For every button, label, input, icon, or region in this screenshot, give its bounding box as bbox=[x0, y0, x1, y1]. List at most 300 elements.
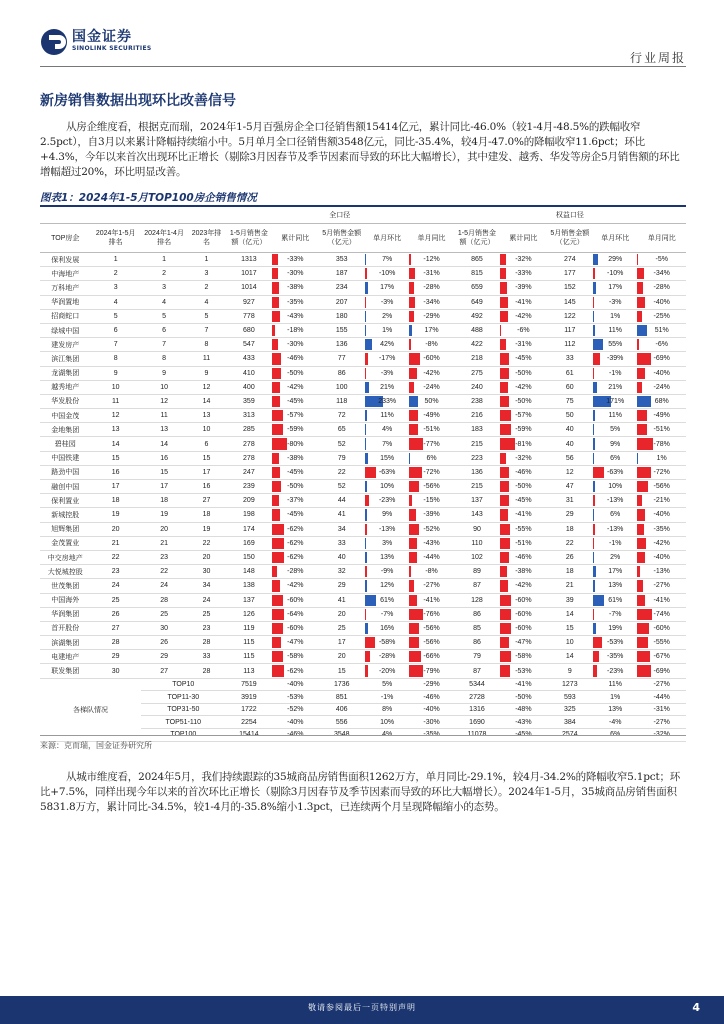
rank-2024-1-5: 18 bbox=[111, 497, 120, 505]
value-label: -41% bbox=[515, 511, 532, 519]
developer-name: 保利置业 bbox=[51, 497, 80, 505]
equity-monthly-yoy bbox=[637, 323, 686, 337]
value-bar bbox=[593, 467, 604, 478]
rank-2024-1-4: 11 bbox=[160, 412, 168, 420]
cumulative-yoy bbox=[272, 480, 318, 494]
monthly-yoy bbox=[409, 451, 453, 465]
tier-row bbox=[40, 678, 686, 691]
rank-2023: 22 bbox=[202, 539, 211, 547]
value-bar bbox=[365, 268, 367, 279]
value-label: -28% bbox=[378, 653, 396, 661]
value-bar bbox=[593, 297, 594, 308]
sales-amount: 138 bbox=[243, 582, 255, 590]
rank-2023: 4 bbox=[204, 298, 209, 306]
equity-monthly-yoy bbox=[637, 437, 686, 451]
value-bar bbox=[409, 297, 415, 308]
value-label: -45% bbox=[287, 511, 304, 519]
value-label: -8% bbox=[425, 568, 438, 576]
equity-sales-amount: 488 bbox=[471, 327, 483, 335]
developer-name: 滨江集团 bbox=[51, 355, 80, 363]
value-bar bbox=[500, 509, 508, 520]
equity-sales-amount: 87 bbox=[473, 667, 481, 675]
value-label: -1% bbox=[608, 369, 622, 377]
value-bar bbox=[593, 566, 596, 577]
value-bar bbox=[409, 368, 416, 379]
monthly-mom bbox=[365, 437, 409, 451]
value-label: -33% bbox=[287, 256, 304, 264]
value-label: -28% bbox=[287, 568, 304, 576]
equity-sales-amount: 215 bbox=[471, 483, 483, 491]
value-bar bbox=[593, 524, 595, 535]
may-sales: 44 bbox=[337, 497, 346, 505]
rank-2023: 20 bbox=[202, 554, 211, 562]
developer-name: 华发股份 bbox=[51, 398, 80, 406]
value-label: 171% bbox=[606, 397, 625, 405]
may-sales: 136 bbox=[335, 341, 348, 349]
rank-2024-1-4: 12 bbox=[160, 397, 169, 405]
value-bar bbox=[637, 438, 652, 449]
value-bar bbox=[593, 254, 598, 265]
equity-may-sales: 33 bbox=[565, 355, 574, 363]
value-label: -78% bbox=[653, 440, 670, 448]
monthly-yoy bbox=[409, 394, 453, 408]
equity-may-sales: 40 bbox=[565, 426, 574, 434]
value-bar bbox=[500, 467, 509, 478]
value-bar bbox=[409, 424, 418, 435]
value-label: -3% bbox=[380, 369, 394, 377]
column-header: 5月销售金额（亿元） bbox=[319, 224, 365, 253]
value-label: -40% bbox=[653, 298, 670, 306]
value-label: -62% bbox=[287, 554, 304, 562]
equity-monthly-mom bbox=[593, 522, 637, 536]
monthly-mom bbox=[365, 423, 409, 437]
value-label: -40% bbox=[653, 369, 670, 377]
cumulative-yoy bbox=[272, 593, 318, 607]
value-bar bbox=[637, 595, 645, 606]
may-sales: 20 bbox=[337, 610, 346, 618]
equity-monthly-yoy bbox=[637, 409, 686, 423]
monthly-mom bbox=[365, 621, 409, 635]
column-header: 单月环比 bbox=[593, 224, 637, 253]
equity-sales-amount: 865 bbox=[471, 256, 483, 264]
rank-2024-1-5: 2 bbox=[113, 270, 118, 278]
value-label: -35% bbox=[287, 298, 304, 306]
table-row bbox=[40, 565, 686, 579]
value-bar bbox=[409, 396, 418, 407]
monthly-mom bbox=[365, 394, 409, 408]
developer-name: 保利发展 bbox=[51, 256, 80, 264]
value-bar bbox=[365, 438, 366, 449]
equity-may-sales: 177 bbox=[563, 270, 576, 278]
may-sales: 353 bbox=[335, 256, 348, 264]
value-bar bbox=[500, 665, 510, 676]
value-label: -40% bbox=[653, 511, 670, 519]
value-bar bbox=[272, 538, 284, 549]
sales-amount: 1313 bbox=[241, 256, 257, 264]
column-header: 单月环比 bbox=[365, 224, 409, 253]
value-label: -10% bbox=[607, 270, 624, 278]
brand-name: 国金证券 bbox=[72, 29, 132, 45]
value-label: -39% bbox=[515, 284, 532, 292]
table-row bbox=[40, 323, 686, 337]
table-row bbox=[40, 593, 686, 607]
rank-2023: 27 bbox=[202, 497, 211, 505]
equity-monthly-yoy bbox=[637, 295, 686, 309]
equity-monthly-yoy bbox=[637, 253, 686, 267]
value-label: -10% bbox=[378, 270, 396, 278]
source-note: 来源：克而瑞，国金证券研究所 bbox=[40, 741, 152, 750]
equity-cumulative-yoy bbox=[500, 664, 546, 678]
value-bar bbox=[500, 637, 509, 648]
sales-amount: 115 bbox=[243, 639, 255, 647]
value-bar bbox=[272, 665, 284, 676]
equity-monthly-yoy bbox=[637, 536, 686, 550]
monthly-yoy bbox=[409, 579, 453, 593]
value-label: -63% bbox=[378, 468, 396, 476]
value-bar bbox=[637, 410, 647, 421]
may-sales: 20 bbox=[337, 653, 346, 661]
tier-eyoy: -27% bbox=[653, 718, 670, 726]
value-bar bbox=[637, 552, 645, 563]
tier-ecum: -48% bbox=[515, 706, 532, 714]
value-label: -18% bbox=[287, 327, 304, 335]
sales-amount: 148 bbox=[243, 568, 255, 576]
value-bar bbox=[500, 651, 511, 662]
value-label: 1% bbox=[656, 454, 667, 462]
tier-amt: 1722 bbox=[241, 706, 257, 714]
table-row bbox=[40, 536, 686, 550]
column-header: 5月销售金额（亿元） bbox=[547, 224, 593, 253]
value-label: -37% bbox=[287, 497, 304, 505]
tier-ecum: -41% bbox=[515, 680, 532, 688]
value-bar bbox=[272, 339, 278, 350]
value-label: -57% bbox=[287, 412, 304, 420]
value-bar bbox=[365, 410, 367, 421]
equity-sales-amount: 218 bbox=[471, 355, 483, 363]
value-bar bbox=[637, 580, 642, 591]
value-label: 51% bbox=[654, 327, 669, 335]
monthly-yoy bbox=[409, 508, 453, 522]
equity-monthly-mom bbox=[593, 380, 637, 394]
value-bar bbox=[637, 339, 638, 350]
value-bar bbox=[637, 396, 650, 407]
value-bar bbox=[637, 467, 651, 478]
equity-sales-amount: 85 bbox=[473, 624, 481, 632]
cumulative-yoy bbox=[272, 607, 318, 621]
value-label: -42% bbox=[653, 539, 670, 547]
developer-name: 滨湖集团 bbox=[51, 639, 80, 647]
value-label: 55% bbox=[608, 341, 623, 349]
value-label: -57% bbox=[515, 412, 532, 420]
monthly-yoy bbox=[409, 550, 453, 564]
monthly-mom bbox=[365, 451, 409, 465]
monthly-yoy bbox=[409, 323, 453, 337]
value-bar bbox=[409, 509, 416, 520]
value-bar bbox=[500, 254, 506, 265]
rank-2024-1-4: 4 bbox=[162, 298, 167, 306]
rank-2024-1-5: 23 bbox=[111, 568, 120, 576]
value-label: 3% bbox=[382, 539, 393, 547]
sales-amount: 115 bbox=[243, 653, 255, 661]
tier-eamt: 1316 bbox=[469, 706, 485, 714]
equity-sales-amount: 183 bbox=[471, 426, 483, 434]
value-bar bbox=[637, 353, 650, 364]
equity-monthly-yoy bbox=[637, 565, 686, 579]
rank-2023: 8 bbox=[204, 341, 209, 349]
value-bar bbox=[365, 339, 372, 350]
value-label: -50% bbox=[515, 397, 532, 405]
value-label: 6% bbox=[426, 454, 437, 462]
value-label: -15% bbox=[423, 497, 440, 505]
rank-2024-1-5: 22 bbox=[111, 554, 120, 562]
value-bar bbox=[409, 438, 423, 449]
equity-cumulative-yoy bbox=[500, 437, 546, 451]
value-label: -6% bbox=[517, 327, 530, 335]
monthly-yoy bbox=[409, 352, 453, 366]
equity-may-sales: 47 bbox=[565, 483, 574, 491]
value-label: -72% bbox=[653, 468, 670, 476]
equity-monthly-mom bbox=[593, 423, 637, 437]
value-bar bbox=[409, 467, 422, 478]
equity-monthly-mom bbox=[593, 565, 637, 579]
value-bar bbox=[637, 424, 647, 435]
value-label: -58% bbox=[515, 653, 532, 661]
value-bar bbox=[500, 438, 515, 449]
tier-name: TOP11-30 bbox=[167, 693, 200, 701]
equity-monthly-mom bbox=[593, 536, 637, 550]
value-label: 1% bbox=[382, 327, 393, 335]
table-row bbox=[40, 621, 686, 635]
equity-cumulative-yoy bbox=[500, 295, 546, 309]
value-label: 10% bbox=[380, 483, 395, 491]
value-label: -41% bbox=[423, 596, 440, 604]
table-row bbox=[40, 494, 686, 508]
tier-may: 556 bbox=[335, 718, 348, 726]
paragraph-cities: 从城市维度看，2024年5月，我们持续跟踪的35城商品房销售面积1262万方，单月同比-29.1%，较4月-34.2%的降幅收窄5.1pct；环比+7.5%，同样出现今年以来的首次环比正增长（剔除3月因春节及季节因素而导致的环比大幅增长）。2024年1-5月，35城商品房销售面积5831.8万方，累计同比-34.5%，较1-4月的-35.8%缩小1.3pct，已连续两个月呈现降幅缩小的态势。 bbox=[40, 771, 681, 813]
value-bar bbox=[409, 382, 413, 393]
monthly-yoy bbox=[409, 593, 453, 607]
tier-ecum: -43% bbox=[515, 718, 532, 726]
rank-2024-1-5: 24 bbox=[111, 582, 120, 590]
equity-may-sales: 21 bbox=[565, 582, 574, 590]
rank-2024-1-4: 22 bbox=[160, 568, 169, 576]
may-sales: 15 bbox=[337, 667, 346, 675]
rank-2024-1-4: 7 bbox=[162, 341, 167, 349]
sales-amount: 359 bbox=[243, 397, 255, 405]
value-bar bbox=[365, 297, 366, 308]
value-label: -7% bbox=[380, 610, 394, 618]
value-bar bbox=[365, 382, 369, 393]
may-sales: 25 bbox=[337, 624, 346, 632]
monthly-mom bbox=[365, 664, 409, 678]
equity-may-sales: 12 bbox=[565, 468, 574, 476]
value-bar bbox=[637, 637, 648, 648]
equity-sales-amount: 89 bbox=[473, 568, 481, 576]
equity-monthly-mom bbox=[593, 494, 637, 508]
value-label: -46% bbox=[287, 355, 304, 363]
equity-cumulative-yoy bbox=[500, 536, 546, 550]
value-bar bbox=[409, 552, 417, 563]
value-label: -42% bbox=[423, 369, 440, 377]
rank-2024-1-5: 13 bbox=[111, 426, 120, 434]
value-label: 16% bbox=[380, 624, 395, 632]
equity-cumulative-yoy bbox=[500, 480, 546, 494]
equity-monthly-yoy bbox=[637, 338, 686, 352]
rank-2024-1-5: 28 bbox=[111, 639, 120, 647]
value-bar bbox=[272, 424, 283, 435]
rank-2023: 33 bbox=[202, 653, 211, 661]
value-label: -5% bbox=[655, 256, 668, 264]
equity-may-sales: 18 bbox=[565, 525, 574, 533]
developer-name: 首开股份 bbox=[51, 625, 80, 633]
developer-name: 金地集团 bbox=[51, 426, 80, 434]
value-bar bbox=[272, 453, 279, 464]
monthly-mom bbox=[365, 409, 409, 423]
tier-eamt: 2728 bbox=[469, 693, 485, 701]
equity-may-sales: 40 bbox=[565, 440, 574, 448]
cumulative-yoy bbox=[272, 338, 318, 352]
value-bar bbox=[500, 424, 511, 435]
monthly-yoy bbox=[409, 650, 453, 664]
value-bar bbox=[272, 325, 275, 336]
may-sales: 17 bbox=[337, 639, 346, 647]
table-row bbox=[40, 579, 686, 593]
equity-monthly-mom bbox=[593, 338, 637, 352]
value-bar bbox=[637, 566, 640, 577]
monthly-mom bbox=[365, 366, 409, 380]
brand-name-en: SINOLINK SECURITIES bbox=[72, 45, 152, 52]
tier-eamt: 1690 bbox=[469, 718, 485, 726]
value-bar bbox=[500, 595, 511, 606]
rank-2024-1-5: 3 bbox=[113, 284, 118, 292]
rank-2023: 23 bbox=[202, 624, 211, 632]
value-bar bbox=[500, 368, 509, 379]
equity-monthly-yoy bbox=[637, 636, 686, 650]
equity-monthly-mom bbox=[593, 650, 637, 664]
value-bar bbox=[593, 651, 599, 662]
value-bar bbox=[365, 566, 367, 577]
equity-cumulative-yoy bbox=[500, 593, 546, 607]
value-label: 11% bbox=[380, 412, 394, 420]
cumulative-yoy bbox=[272, 621, 318, 635]
equity-cumulative-yoy bbox=[500, 380, 546, 394]
developer-name: 世茂集团 bbox=[51, 582, 80, 590]
equity-may-sales: 22 bbox=[565, 539, 574, 547]
table-row bbox=[40, 664, 686, 678]
equity-cumulative-yoy bbox=[500, 253, 546, 267]
rank-2024-1-5: 16 bbox=[111, 468, 120, 476]
top100-sales-table bbox=[40, 207, 686, 742]
tier-eyoy: -31% bbox=[653, 706, 670, 714]
rank-2023: 12 bbox=[202, 383, 211, 391]
equity-monthly-mom bbox=[593, 295, 637, 309]
tier-amt: 3919 bbox=[241, 693, 257, 701]
value-label: 17% bbox=[608, 284, 623, 292]
value-bar bbox=[593, 637, 602, 648]
equity-sales-amount: 223 bbox=[471, 454, 483, 462]
value-label: -3% bbox=[380, 298, 394, 306]
value-label: -59% bbox=[287, 426, 304, 434]
sales-amount: 174 bbox=[243, 525, 255, 533]
table-row bbox=[40, 451, 686, 465]
equity-monthly-yoy bbox=[637, 281, 686, 295]
value-bar bbox=[637, 268, 644, 279]
value-bar bbox=[593, 438, 595, 449]
monthly-yoy bbox=[409, 281, 453, 295]
may-sales: 155 bbox=[335, 327, 348, 335]
rank-2023: 15 bbox=[202, 454, 211, 462]
tier-emom: 1% bbox=[610, 693, 621, 701]
monthly-yoy bbox=[409, 253, 453, 267]
equity-monthly-yoy bbox=[637, 593, 686, 607]
monthly-yoy bbox=[409, 494, 453, 508]
value-bar bbox=[637, 524, 644, 535]
rank-2023: 14 bbox=[202, 397, 211, 405]
value-bar bbox=[272, 311, 280, 322]
cumulative-yoy bbox=[272, 465, 318, 479]
value-bar bbox=[409, 481, 419, 492]
value-label: -30% bbox=[287, 341, 304, 349]
equity-sales-amount: 240 bbox=[471, 383, 483, 391]
value-label: -29% bbox=[423, 312, 440, 320]
rank-2024-1-4: 3 bbox=[162, 284, 167, 292]
value-bar bbox=[593, 282, 596, 293]
value-bar bbox=[500, 538, 509, 549]
table-row bbox=[40, 281, 686, 295]
value-label: -13% bbox=[607, 497, 624, 505]
value-bar bbox=[365, 353, 368, 364]
equity-sales-amount: 659 bbox=[471, 284, 483, 292]
monthly-mom bbox=[365, 650, 409, 664]
table-row bbox=[40, 394, 686, 408]
value-label: -77% bbox=[423, 440, 440, 448]
monthly-mom bbox=[365, 253, 409, 267]
value-label: -41% bbox=[653, 596, 670, 604]
may-sales: 187 bbox=[335, 270, 348, 278]
cumulative-yoy bbox=[272, 323, 318, 337]
value-label: -62% bbox=[287, 539, 304, 547]
value-label: -60% bbox=[423, 355, 440, 363]
value-label: -27% bbox=[653, 582, 670, 590]
tier-ecum: -50% bbox=[515, 693, 532, 701]
value-bar bbox=[500, 311, 508, 322]
value-bar bbox=[500, 268, 506, 279]
table-row bbox=[40, 636, 686, 650]
sales-amount: 209 bbox=[243, 497, 255, 505]
value-label: -12% bbox=[423, 256, 440, 264]
value-label: -24% bbox=[423, 383, 440, 391]
rank-2024-1-4: 23 bbox=[160, 554, 169, 562]
equity-may-sales: 50 bbox=[565, 412, 574, 420]
value-label: 1% bbox=[610, 312, 621, 320]
table-header-row bbox=[40, 224, 686, 253]
equity-monthly-mom bbox=[593, 309, 637, 323]
value-bar bbox=[272, 552, 284, 563]
value-label: -60% bbox=[515, 624, 532, 632]
value-bar bbox=[272, 623, 283, 634]
rank-2024-1-5: 27 bbox=[111, 624, 120, 632]
value-bar bbox=[500, 495, 508, 506]
rank-2024-1-4: 15 bbox=[160, 468, 169, 476]
equity-cumulative-yoy bbox=[500, 465, 546, 479]
value-label: -13% bbox=[607, 525, 624, 533]
equity-sales-amount: 86 bbox=[473, 610, 481, 618]
value-label: -17% bbox=[378, 355, 396, 363]
equity-monthly-yoy bbox=[637, 352, 686, 366]
equity-monthly-yoy bbox=[637, 550, 686, 564]
equity-cumulative-yoy bbox=[500, 281, 546, 295]
tier-cum: -52% bbox=[287, 706, 304, 714]
